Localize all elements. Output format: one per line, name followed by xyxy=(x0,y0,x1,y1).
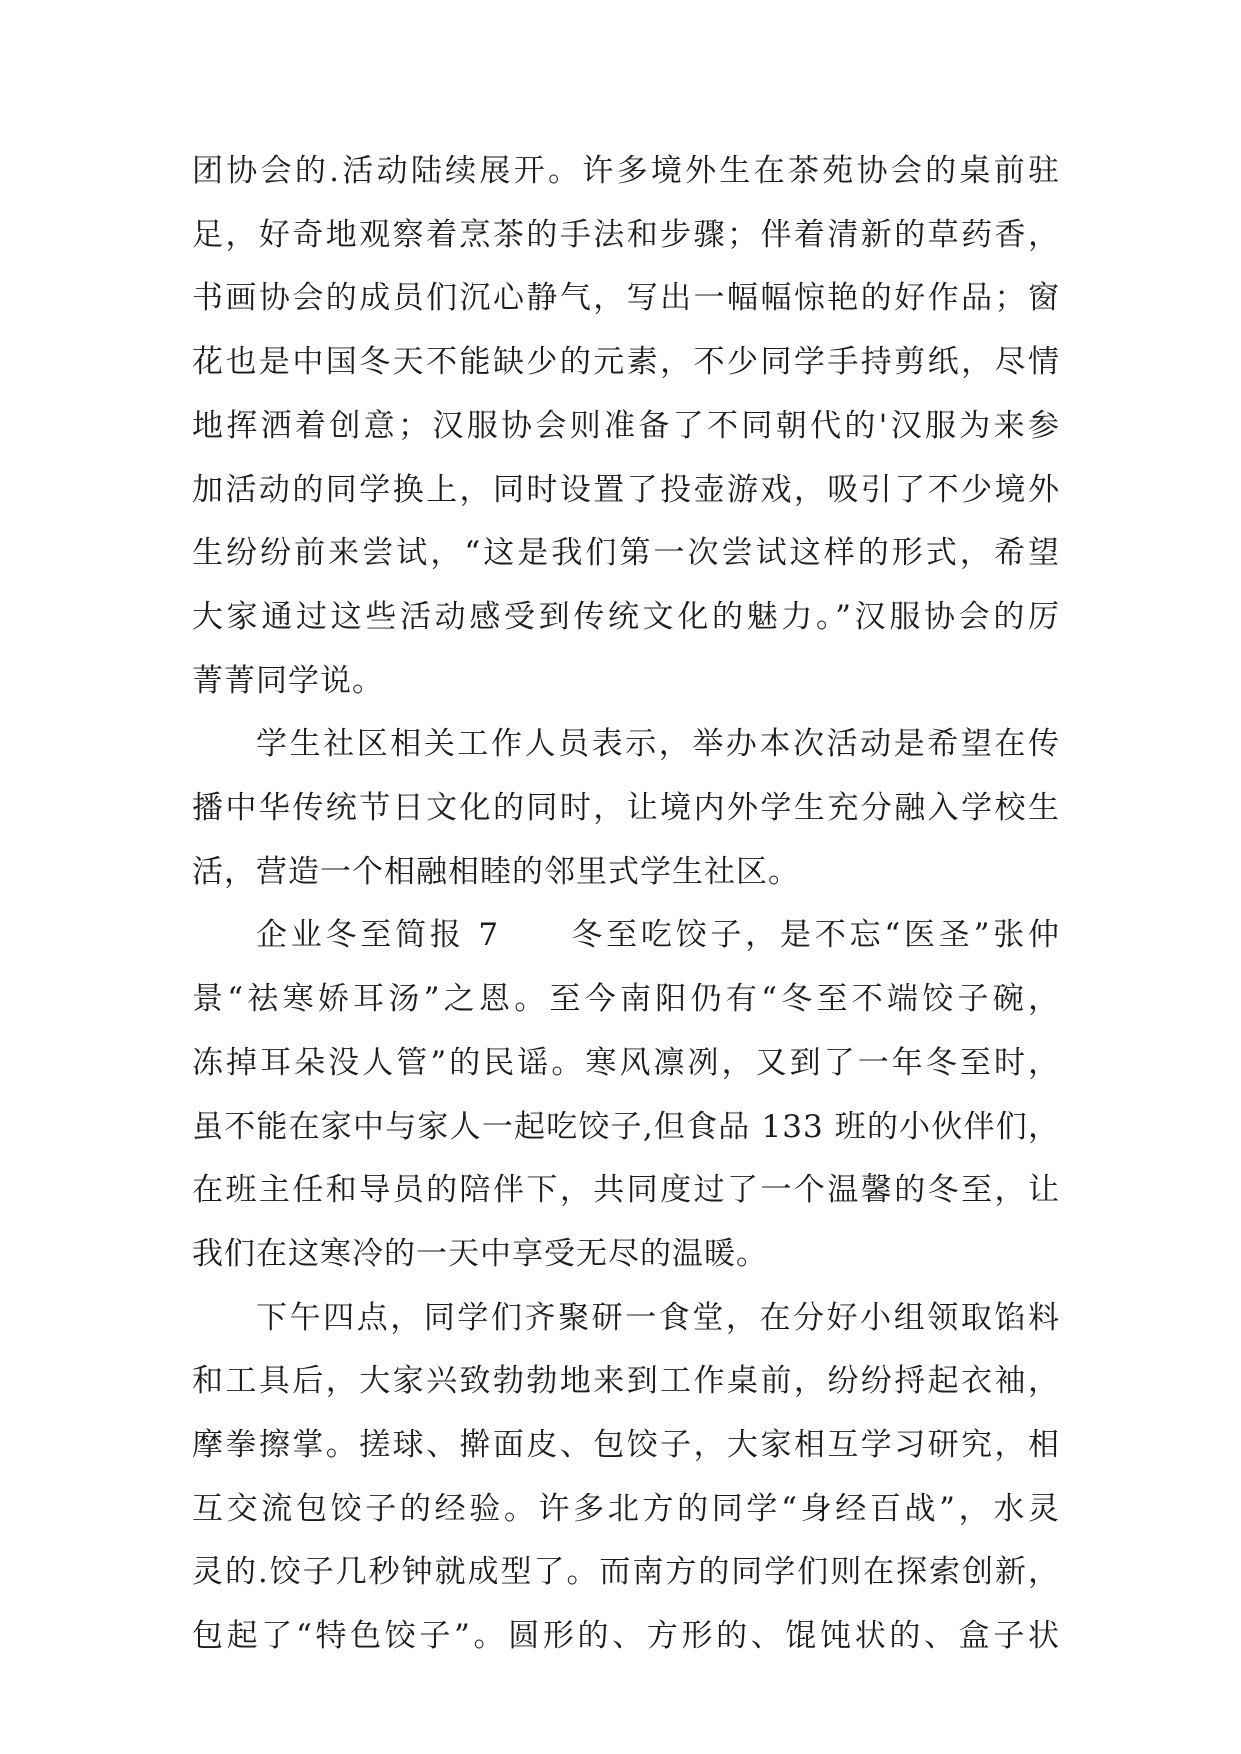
text-line: 加活动的同学换上，同时设置了投壶游戏，吸引了不少境外 xyxy=(192,471,1060,508)
text-line: 下午四点，同学们齐聚研一食堂，在分好小组领取馅料 xyxy=(256,1299,1060,1336)
text-line: 包起了“特色饺子”。圆形的、方形的、馄饨状的、盒子状 xyxy=(192,1618,1060,1655)
document-page xyxy=(192,140,1060,1669)
text-line: 播中华传统节日文化的同时，让境内外学生充分融入学校生 xyxy=(192,790,1060,827)
text-line: 景“祛寒娇耳汤”之恩。至今南阳仍有“冬至不端饺子碗， xyxy=(192,981,1060,1018)
text-line: 企业冬至简报 7 冬至吃饺子，是不忘“医圣”张仲 xyxy=(256,917,1060,954)
text-line: 地挥洒着创意；汉服协会则准备了不同朝代的'汉服为来参 xyxy=(192,407,1060,444)
text-line: 活，营造一个相融相睦的邻里式学生社区。 xyxy=(192,853,800,890)
text-line: 菁菁同学说。 xyxy=(192,662,384,699)
paragraph-2 xyxy=(192,713,1060,904)
text-line: 我们在这寒冷的一天中享受无尽的温暖。 xyxy=(192,1235,768,1272)
text-line: 花也是中国冬天不能缺少的元素，不少同学手持剪纸，尽情 xyxy=(192,344,1060,381)
text-line: 生纷纷前来尝试，“这是我们第一次尝试这样的形式，希望 xyxy=(192,535,1060,572)
paragraph-1 xyxy=(192,140,1060,713)
text-line: 和工具后，大家兴致勃勃地来到工作桌前，纷纷捋起衣袖， xyxy=(192,1363,1060,1400)
text-line: 互交流包饺子的经验。许多北方的同学“身经百战”，水灵 xyxy=(192,1490,1060,1527)
text-line: 在班主任和导员的陪伴下，共同度过了一个温馨的冬至，让 xyxy=(192,1172,1060,1209)
text-line: 冻掉耳朵没人管”的民谣。寒风凛冽，又到了一年冬至时， xyxy=(192,1044,1060,1081)
text-line: 大家通过这些活动感受到传统文化的魅力。”汉服协会的厉 xyxy=(192,598,1060,635)
text-line: 团协会的.活动陆续展开。许多境外生在茶苑协会的桌前驻 xyxy=(192,153,1060,189)
paragraph-4 xyxy=(192,1287,1060,1669)
text-line: 虽不能在家中与家人一起吃饺子,但食品 133 班的小伙伴们， xyxy=(192,1108,1060,1145)
text-line: 学生社区相关工作人员表示，举办本次活动是希望在传 xyxy=(256,726,1060,763)
text-line: 摩拳擦掌。搓球、擀面皮、包饺子，大家相互学习研究，相 xyxy=(192,1427,1060,1464)
text-line: 书画协会的成员们沉心静气，写出一幅幅惊艳的好作品；窗 xyxy=(192,280,1060,317)
paragraph-3 xyxy=(192,904,1060,1286)
text-line: 足，好奇地观察着烹茶的手法和步骤；伴着清新的草药香， xyxy=(192,216,1060,253)
text-line: 灵的.饺子几秒钟就成型了。而南方的同学们则在探索创新， xyxy=(192,1554,1060,1591)
